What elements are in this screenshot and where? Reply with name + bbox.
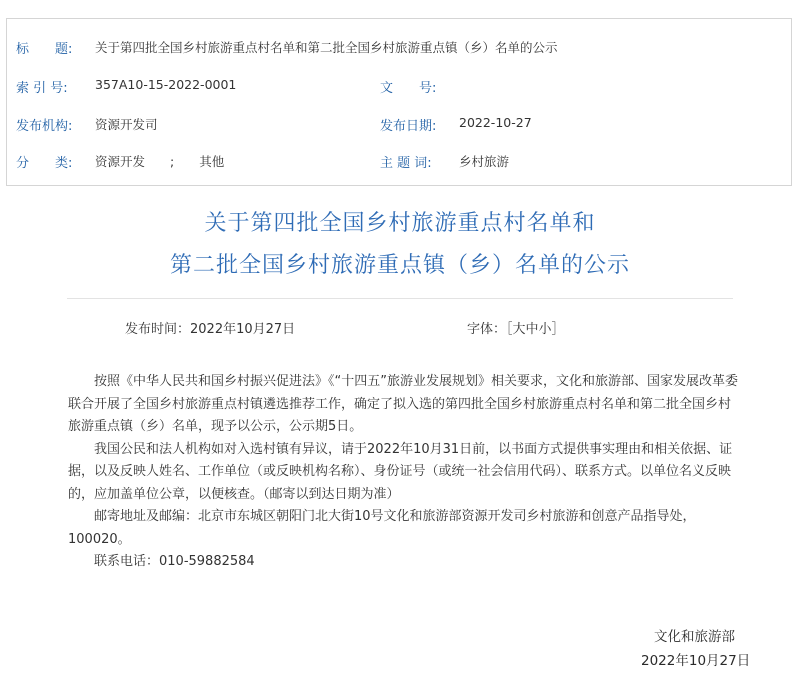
metadata-panel — [6, 18, 792, 186]
meta-row-title — [7, 38, 791, 64]
article-body — [68, 371, 743, 574]
meta-pubdate-value: 2022-10-27 — [459, 115, 532, 130]
divider — [67, 298, 733, 299]
meta-index-value: 357A10-15-2022-0001 — [95, 77, 237, 92]
meta-index-label: 索 引 号: — [16, 81, 68, 96]
publish-time: 发布时间：2022年10月27日 — [125, 322, 296, 337]
meta-title-label: 标 题: — [16, 42, 73, 57]
font-size-control[interactable]: 字体：［大中小］ — [467, 322, 565, 337]
article-title-line-2: 第二批全国乡村旅游重点镇（乡）名单的公示 — [169, 253, 630, 278]
meta-subject-label: 主 题 词: — [380, 156, 432, 171]
paragraph: 按照《中华人民共和国乡村振兴促进法》《“十四五”旅游业发展规划》相关要求，文化和旅游部、国家发展改革委联合开展了全国乡村旅游重点村镇遴选推荐工作，确定了拟入选的第四批全国乡村旅游重点村名单和第二批全国乡村旅游重点镇（乡）名单，现予以公示，公示期5日。 — [68, 374, 738, 434]
meta-category-label: 分 类: — [16, 156, 73, 171]
meta-title-value: 关于第四批全国乡村旅游重点村名单和第二批全国乡村旅游重点镇（乡）名单的公示 — [95, 40, 558, 55]
meta-pubdate-label: 发布日期: — [380, 119, 437, 134]
signature-org: 文化和旅游部 — [654, 629, 735, 645]
meta-subject-value: 乡村旅游 — [459, 154, 510, 169]
signature-date: 2022年10月27日 — [641, 653, 751, 669]
paragraph: 我国公民和法人机构如对入选村镇有异议，请于2022年10月31日前，以书面方式提供事实理由和相关依据、证据，以及反映人姓名、工作单位（或反映机构名称）、身份证号（或统一社会信用代码）、联系方式。以单位名义反映的，应加盖单位公章，以便核查。（邮寄以到达日期为准） — [68, 441, 733, 502]
contact-phone: 联系电话：010-59882584 — [94, 554, 255, 569]
meta-row-category — [7, 152, 791, 178]
meta-doc-label: 文 号: — [380, 81, 437, 96]
article-title-line-1: 关于第四批全国乡村旅游重点村名单和 — [204, 211, 596, 236]
meta-row-index — [7, 77, 791, 103]
paragraph: 邮寄地址及邮编：北京市东城区朝阳门北大街10号文化和旅游部资源开发司乡村旅游和创意产品指导处，100020。 — [68, 509, 696, 547]
meta-row-publisher — [7, 115, 791, 141]
meta-category-value: 资源开发 ; 其他 — [95, 154, 225, 169]
meta-publisher-label: 发布机构: — [16, 119, 73, 134]
meta-publisher-value: 资源开发司 — [95, 117, 158, 132]
